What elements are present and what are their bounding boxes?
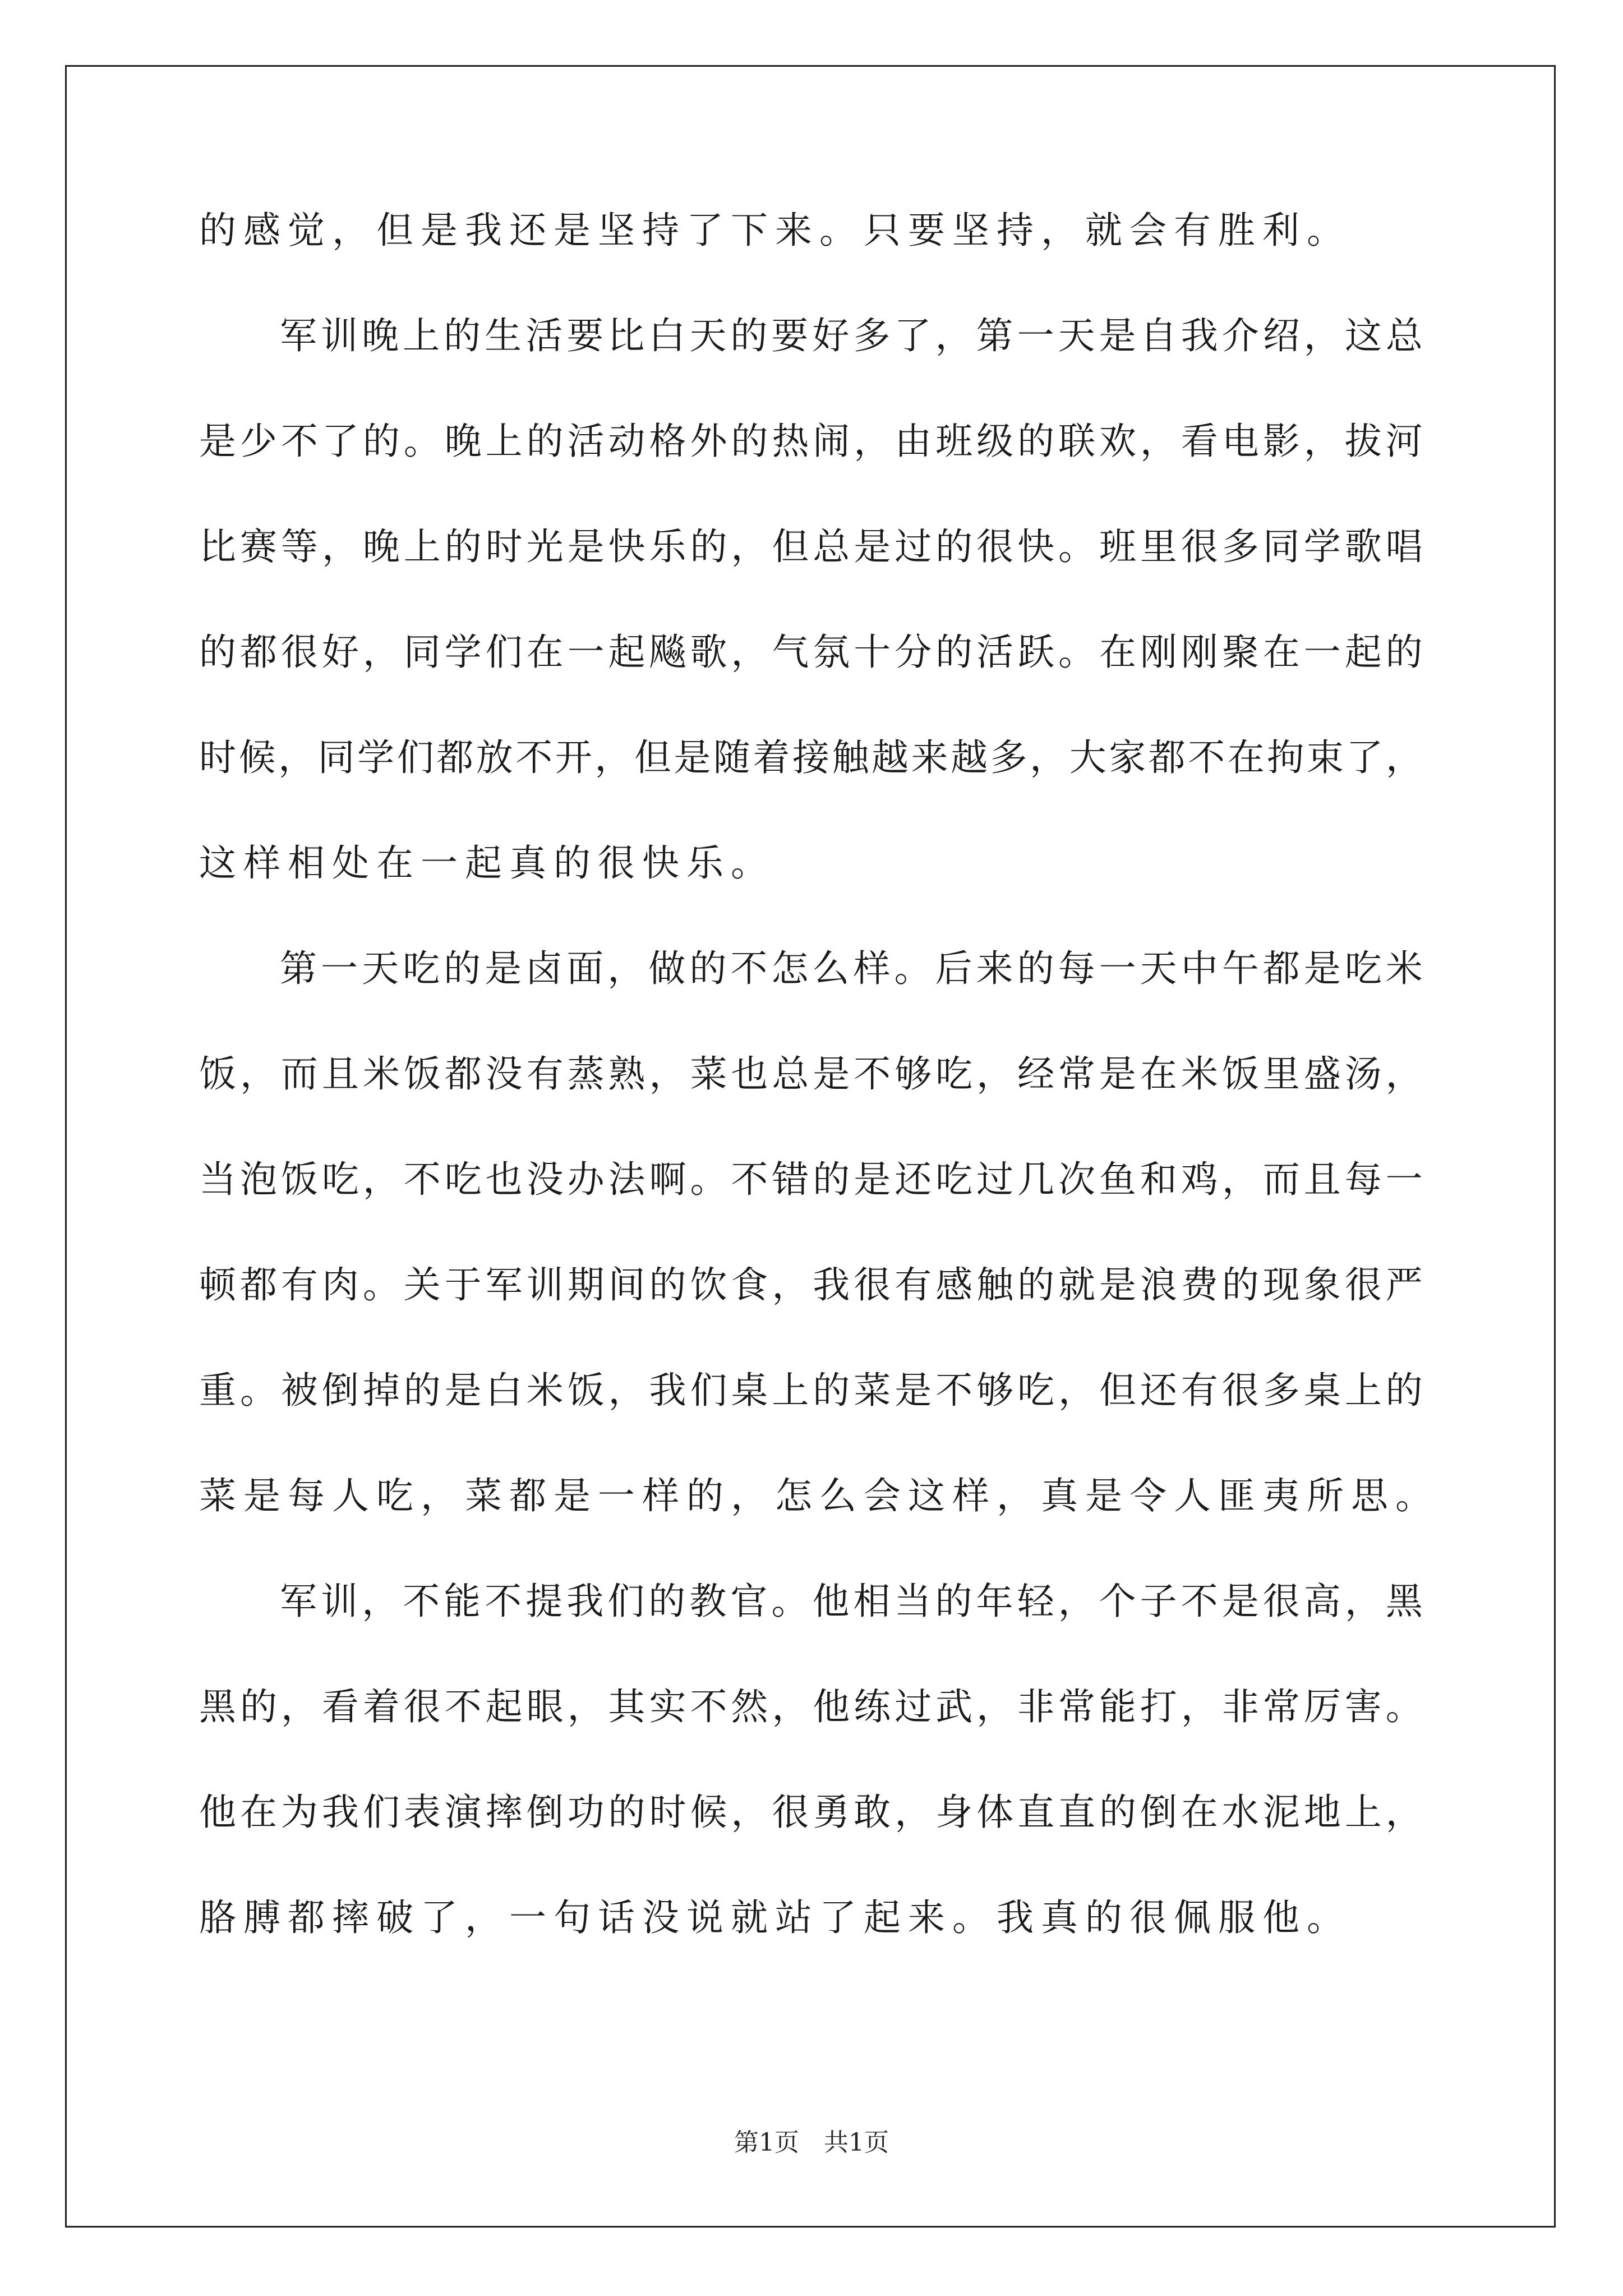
text-line: 的感觉，但是我还是坚持了下来。只要坚持，就会有胜利。: [199, 209, 1351, 252]
text-line: 饭 ， 而 且 米 饭 都 没 有 蒸 熟 ， 菜 也 总 是 不 够 吃 ， 经 常 是 在 米 饭 里 盛 汤 ，: [199, 1052, 1424, 1096]
text-line: 顿 都 有 肉 。 关 于 军 训 期 间 的 饮 食 ， 我 很 有 感 触 的 就 是 浪 费 的 现 象 很 严: [199, 1263, 1424, 1306]
text-line: 黑 的 ， 看 着 很 不 起 眼 ， 其 实 不 然 ， 他 练 过 武 ， 非 常 能 打 ， 非 常 厉 害 。: [199, 1685, 1424, 1728]
document-body: [199, 209, 1440, 2005]
text-line: 胳膊都摔破了，一句话没说就站了起来。我真的很佩服他。: [199, 1896, 1351, 1939]
text-line: 他 在 为 我 们 表 演 摔 倒 功 的 时 候 ， 很 勇 敢 ， 身 体 直 直 的 倒 在 水 泥 地 上 ，: [199, 1791, 1424, 1834]
text-line: 重 。 被 倒 掉 的 是 白 米 饭 ， 我 们 桌 上 的 菜 是 不 够 吃 ， 但 还 有 很 多 桌 上 的: [199, 1369, 1424, 1412]
text-line: 时 候 ， 同 学 们 都 放 不 开 ， 但 是 随 着 接 触 越 来 越 多 ， 大 家 都 不 在 拘 束 了 ，: [199, 736, 1424, 779]
text-line: 这样相处在一起真的很快乐。: [199, 841, 775, 885]
text-line: 的 都 很 好 ， 同 学 们 在 一 起 飚 歌 ， 气 氛 十 分 的 活 跃 。 在 刚 刚 聚 在 一 起 的: [199, 631, 1424, 674]
paragraph-start-line: 第 一 天 吃 的 是 卤 面 ， 做 的 不 怎 么 样 。 后 来 的 每 一 天 中 午 都 是 吃 米: [280, 947, 1424, 990]
page-footer: 第1页 共1页: [734, 2128, 889, 2157]
text-line: 当 泡 饭 吃 ， 不 吃 也 没 办 法 啊 。 不 错 的 是 还 吃 过 几 次 鱼 和 鸡 ， 而 且 每 一: [199, 1158, 1424, 1201]
text-line: 菜是每人吃，菜都是一样的，怎么会这样，真是令人匪夷所思。: [199, 1474, 1440, 1517]
text-line: 是 少 不 了 的 。 晚 上 的 活 动 格 外 的 热 闹 ， 由 班 级 的 联 欢 ， 看 电 影 ， 拔 河: [199, 420, 1424, 463]
text-line: 比 赛 等 ， 晚 上 的 时 光 是 快 乐 的 ， 但 总 是 过 的 很 快 。 班 里 很 多 同 学 歌 唱: [199, 525, 1424, 568]
paragraph-start-line: 军 训 晚 上 的 生 活 要 比 白 天 的 要 好 多 了 ， 第 一 天 是 自 我 介 绍 ， 这 总: [280, 314, 1424, 357]
paragraph-start-line: 军 训 ， 不 能 不 提 我 们 的 教 官 。 他 相 当 的 年 轻 ， 个 子 不 是 很 高 ， 黑: [280, 1580, 1424, 1623]
